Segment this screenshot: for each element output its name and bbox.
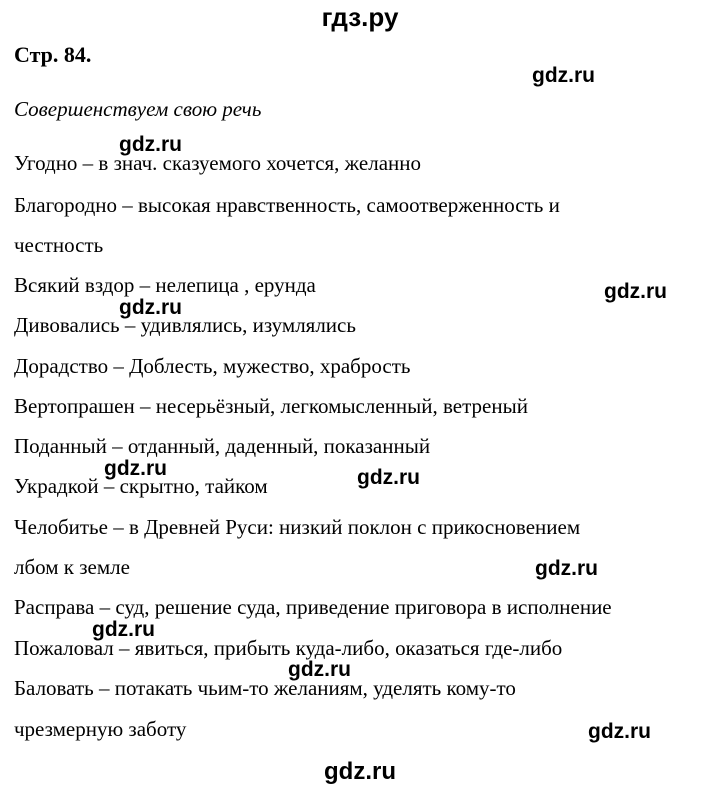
vocabulary-line: лбом к земле: [14, 555, 130, 579]
section-title: Совершенствуем свою речь: [14, 97, 262, 121]
vocabulary-line: честность: [14, 233, 104, 257]
vocabulary-line: Угодно – в знач. сказуемого хочется, желанно: [14, 151, 422, 175]
watermark-text: gdz.ru: [92, 618, 155, 641]
page-number: Стр. 84.: [14, 42, 92, 67]
vocabulary-line: Вертопрашен – несерьёзный, легкомысленный, ветреный: [14, 394, 528, 418]
vocabulary-line: Поданный – отданный, даденный, показанный: [14, 434, 431, 458]
vocabulary-line: Баловать – потакать чьим-то желаниям, уделять кому-то: [14, 676, 516, 700]
watermark-text: gdz.ru: [119, 133, 182, 156]
watermark-text: gdz.ru: [532, 64, 595, 87]
watermark-text: gdz.ru: [357, 466, 420, 489]
vocabulary-line: Челобитье – в Древней Руси: низкий поклон с прикосновением: [14, 515, 581, 539]
watermark-text: gdz.ru: [535, 557, 598, 580]
watermark-text: gdz.ru: [288, 658, 351, 681]
watermark-text: gdz.ru: [119, 296, 182, 319]
site-footer: gdz.ru: [324, 758, 396, 785]
vocabulary-line: чрезмерную заботу: [14, 717, 187, 741]
vocabulary-line: Украдкой – скрытно, тайком: [14, 474, 268, 498]
watermark-text: gdz.ru: [104, 457, 167, 480]
vocabulary-line: Пожаловал – явиться, прибыть куда-либо, оказаться где-либо: [14, 636, 563, 660]
site-header-title: гдз.ру: [321, 2, 399, 32]
vocabulary-line: Дорадство – Доблесть, мужество, храбрость: [14, 354, 411, 378]
watermark-text: gdz.ru: [604, 280, 667, 303]
vocabulary-line: Благородно – высокая нравственность, самоотверженность и: [14, 193, 560, 217]
vocabulary-line: Расправа – суд, решение суда, приведение приговора в исполнение: [14, 595, 612, 619]
vocabulary-line: Дивовались – удивлялись, изумлялись: [14, 313, 356, 337]
vocabulary-line: Всякий вздор – нелепица , ерунда: [14, 273, 316, 297]
watermark-text: gdz.ru: [588, 720, 651, 743]
